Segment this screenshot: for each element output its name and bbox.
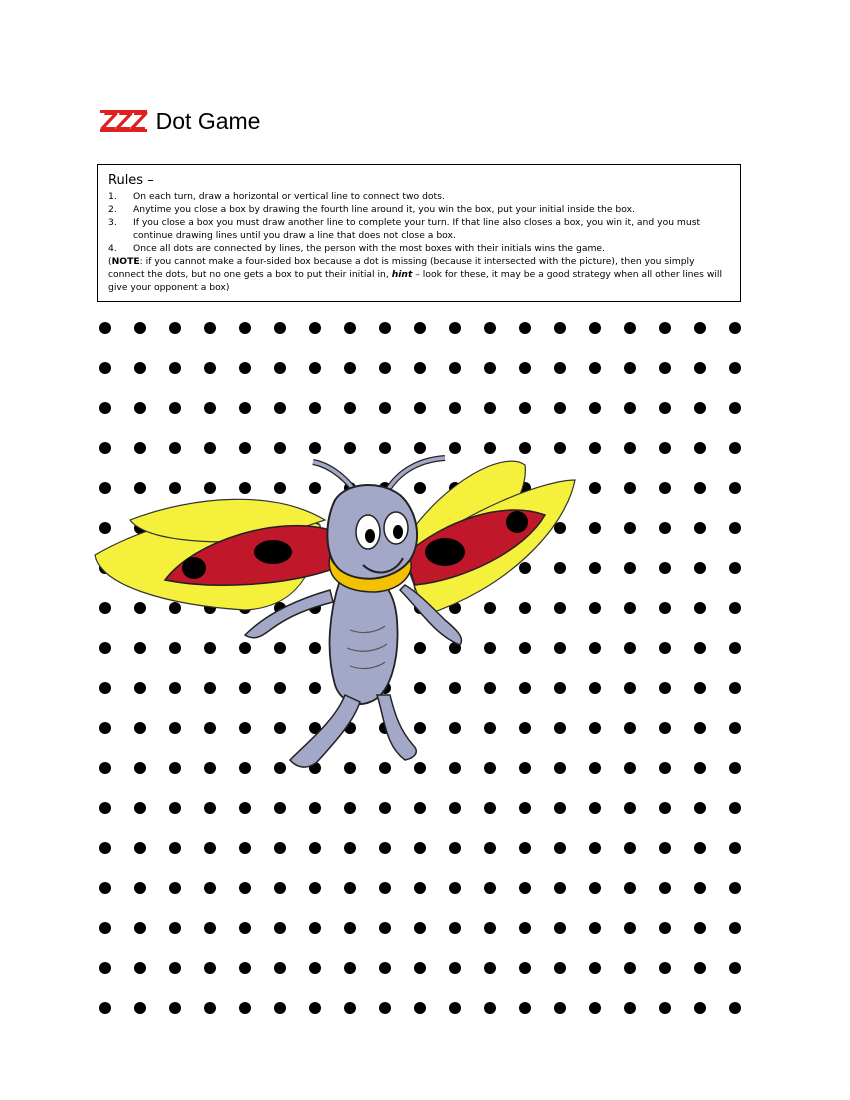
wing-spot	[425, 538, 465, 566]
grid-dot[interactable]	[309, 842, 321, 854]
grid-dot[interactable]	[344, 322, 356, 334]
grid-dot[interactable]	[519, 842, 531, 854]
grid-dot[interactable]	[379, 322, 391, 334]
grid-dot[interactable]	[239, 402, 251, 414]
grid-dot[interactable]	[239, 882, 251, 894]
grid-dot[interactable]	[624, 762, 636, 774]
grid-dot[interactable]	[239, 362, 251, 374]
grid-dot[interactable]	[99, 882, 111, 894]
grid-dot[interactable]	[729, 322, 741, 334]
grid-dot[interactable]	[204, 362, 216, 374]
grid-dot[interactable]	[484, 842, 496, 854]
grid-dot[interactable]	[554, 362, 566, 374]
grid-dot[interactable]	[169, 962, 181, 974]
grid-dot[interactable]	[659, 562, 671, 574]
page-title: Dot Game	[155, 107, 261, 134]
grid-dot[interactable]	[449, 1002, 461, 1014]
grid-dot[interactable]	[694, 682, 706, 694]
grid-dot[interactable]	[309, 322, 321, 334]
rules-note: (NOTE: if you cannot make a four-sided box because a dot is missing (because it intersected with the picture), then you simply connect the dots, but no one gets a box to put their initial in, hint – look for these, it may be a good strategy when all other lines will give your opponent a box)	[108, 256, 723, 293]
rule-text: Anytime you close a box by drawing the fourth line around it, you win the box, put your initial inside the box.	[133, 204, 635, 215]
grid-dot[interactable]	[204, 922, 216, 934]
grid-dot[interactable]	[309, 1002, 321, 1014]
grid-dot[interactable]	[169, 882, 181, 894]
grid-dot[interactable]	[729, 442, 741, 454]
grid-dot[interactable]	[239, 962, 251, 974]
grid-dot[interactable]	[414, 362, 426, 374]
grid-dot[interactable]	[589, 562, 601, 574]
grid-dot[interactable]	[344, 802, 356, 814]
grid-dot[interactable]	[729, 722, 741, 734]
grid-dot[interactable]	[694, 1002, 706, 1014]
grid-dot[interactable]	[449, 962, 461, 974]
grid-dot[interactable]	[519, 362, 531, 374]
grid-dot[interactable]	[729, 362, 741, 374]
grid-dot[interactable]	[519, 922, 531, 934]
grid-dot[interactable]	[589, 642, 601, 654]
grid-dot[interactable]	[659, 842, 671, 854]
grid-dot[interactable]	[659, 642, 671, 654]
grid-dot[interactable]	[729, 602, 741, 614]
grid-dot[interactable]	[659, 482, 671, 494]
wing-spot	[506, 511, 528, 533]
grid-dot[interactable]	[379, 842, 391, 854]
grid-dot[interactable]	[554, 922, 566, 934]
grid-dot[interactable]	[204, 882, 216, 894]
grid-dot[interactable]	[274, 362, 286, 374]
grid-dot[interactable]	[659, 442, 671, 454]
grid-dot[interactable]	[414, 842, 426, 854]
grid-dot[interactable]	[624, 482, 636, 494]
grid-dot[interactable]	[484, 882, 496, 894]
grid-dot[interactable]	[414, 322, 426, 334]
grid-dot[interactable]	[204, 962, 216, 974]
grid-dot[interactable]	[589, 602, 601, 614]
grid-dot[interactable]	[729, 802, 741, 814]
grid-dot[interactable]	[554, 322, 566, 334]
grid-dot[interactable]	[624, 602, 636, 614]
grid-dot[interactable]	[134, 1002, 146, 1014]
grid-dot[interactable]	[659, 522, 671, 534]
grid-dot[interactable]	[729, 562, 741, 574]
grid-dot[interactable]	[519, 882, 531, 894]
grid-dot[interactable]	[379, 962, 391, 974]
grid-dot[interactable]	[659, 682, 671, 694]
grid-dot[interactable]	[554, 882, 566, 894]
grid-dot[interactable]	[659, 802, 671, 814]
grid-dot[interactable]	[589, 802, 601, 814]
rule-text: If you close a box you must draw another line to complete your turn. If that line also closes a box, you win it, and you must continue drawing lines until you draw a line that does not close a box.	[133, 217, 701, 241]
antenna	[385, 458, 445, 495]
grid-dot[interactable]	[274, 1002, 286, 1014]
grid-dot[interactable]	[134, 402, 146, 414]
grid-dot[interactable]	[729, 762, 741, 774]
grid-dot[interactable]	[414, 962, 426, 974]
grid-dot[interactable]	[204, 402, 216, 414]
grid-dot[interactable]	[134, 802, 146, 814]
grid-dot[interactable]	[659, 362, 671, 374]
grid-dot[interactable]	[134, 842, 146, 854]
grid-dot[interactable]	[729, 1002, 741, 1014]
grid-dot[interactable]	[309, 802, 321, 814]
grid-dot[interactable]	[729, 402, 741, 414]
grid-dot[interactable]	[589, 402, 601, 414]
grid-dot[interactable]	[99, 802, 111, 814]
grid-dot[interactable]	[239, 802, 251, 814]
grid-dot[interactable]	[414, 922, 426, 934]
grid-dot[interactable]	[169, 362, 181, 374]
grid-dot[interactable]	[659, 322, 671, 334]
left-leg	[290, 695, 360, 767]
grid-dot[interactable]	[659, 602, 671, 614]
grid-dot[interactable]	[274, 962, 286, 974]
grid-dot[interactable]	[589, 842, 601, 854]
grid-dot[interactable]	[134, 962, 146, 974]
grid-dot[interactable]	[99, 922, 111, 934]
wing-spot	[182, 557, 206, 579]
grid-dot[interactable]	[519, 962, 531, 974]
grid-dot[interactable]	[309, 402, 321, 414]
grid-dot[interactable]	[554, 402, 566, 414]
grid-dot[interactable]	[379, 882, 391, 894]
grid-dot[interactable]	[554, 842, 566, 854]
grid-dot[interactable]	[729, 642, 741, 654]
grid-dot[interactable]	[274, 322, 286, 334]
grid-dot[interactable]	[379, 802, 391, 814]
grid-dot[interactable]	[659, 882, 671, 894]
grid-dot[interactable]	[729, 482, 741, 494]
grid-dot[interactable]	[624, 682, 636, 694]
grid-dot[interactable]	[729, 882, 741, 894]
grid-dot[interactable]	[589, 482, 601, 494]
grid-dot[interactable]	[729, 962, 741, 974]
grid-dot[interactable]	[694, 802, 706, 814]
grid-dot[interactable]	[659, 722, 671, 734]
grid-dot[interactable]	[624, 1002, 636, 1014]
grid-dot[interactable]	[344, 362, 356, 374]
grid-dot[interactable]	[134, 922, 146, 934]
grid-dot[interactable]	[379, 362, 391, 374]
grid-dot[interactable]	[519, 402, 531, 414]
grid-dot[interactable]	[274, 922, 286, 934]
grid-dot[interactable]	[554, 1002, 566, 1014]
grid-dot[interactable]	[589, 962, 601, 974]
rule-number: 3.	[108, 217, 117, 228]
zzz-logo-icon: ZZZ	[101, 106, 146, 136]
grid-dot[interactable]	[624, 322, 636, 334]
grid-dot[interactable]	[589, 322, 601, 334]
grid-dot[interactable]	[449, 362, 461, 374]
grid-dot[interactable]	[484, 802, 496, 814]
grid-dot[interactable]	[274, 402, 286, 414]
grid-dot[interactable]	[379, 922, 391, 934]
rules-heading: Rules –	[108, 173, 154, 188]
grid-dot[interactable]	[694, 562, 706, 574]
grid-dot[interactable]	[659, 1002, 671, 1014]
grid-dot[interactable]	[624, 522, 636, 534]
grid-dot[interactable]	[134, 322, 146, 334]
grid-dot[interactable]	[589, 722, 601, 734]
right-leg	[377, 695, 416, 760]
grid-dot[interactable]	[274, 802, 286, 814]
grid-dot[interactable]	[344, 882, 356, 894]
grid-dot[interactable]	[659, 922, 671, 934]
grid-dot[interactable]	[729, 522, 741, 534]
grid-dot[interactable]	[624, 562, 636, 574]
grid-dot[interactable]	[554, 802, 566, 814]
grid-dot[interactable]	[204, 1002, 216, 1014]
grid-dot[interactable]	[169, 922, 181, 934]
grid-dot[interactable]	[134, 882, 146, 894]
grid-dot[interactable]	[589, 922, 601, 934]
grid-dot[interactable]	[484, 962, 496, 974]
grid-dot[interactable]	[624, 882, 636, 894]
grid-dot[interactable]	[449, 882, 461, 894]
rule-text: On each turn, draw a horizontal or vertical line to connect two dots.	[133, 191, 445, 202]
grid-dot[interactable]	[694, 882, 706, 894]
grid-dot[interactable]	[589, 882, 601, 894]
grid-dot[interactable]	[239, 1002, 251, 1014]
grid-dot[interactable]	[99, 362, 111, 374]
grid-dot[interactable]	[694, 322, 706, 334]
grid-dot[interactable]	[169, 402, 181, 414]
wing-spot	[254, 540, 292, 564]
grid-dot[interactable]	[624, 362, 636, 374]
grid-dot[interactable]	[379, 1002, 391, 1014]
grid-dot[interactable]	[589, 762, 601, 774]
grid-dot[interactable]	[449, 922, 461, 934]
grid-dot[interactable]	[169, 322, 181, 334]
bug-body	[330, 575, 398, 704]
grid-dot[interactable]	[484, 1002, 496, 1014]
grid-dot[interactable]	[169, 842, 181, 854]
grid-dot[interactable]	[694, 402, 706, 414]
grid-dot[interactable]	[99, 402, 111, 414]
grid-dot[interactable]	[589, 682, 601, 694]
grid-dot[interactable]	[414, 1002, 426, 1014]
grid-dot[interactable]	[414, 882, 426, 894]
grid-dot[interactable]	[519, 322, 531, 334]
note-label: NOTE	[111, 256, 140, 267]
grid-dot[interactable]	[169, 1002, 181, 1014]
grid-dot[interactable]	[344, 842, 356, 854]
grid-dot[interactable]	[239, 842, 251, 854]
grid-dot[interactable]	[274, 882, 286, 894]
grid-dot[interactable]	[659, 762, 671, 774]
grid-dot[interactable]	[694, 722, 706, 734]
grid-dot[interactable]	[624, 802, 636, 814]
grid-dot[interactable]	[204, 322, 216, 334]
pupil	[393, 525, 403, 539]
grid-dot[interactable]	[484, 322, 496, 334]
grid-dot[interactable]	[239, 322, 251, 334]
grid-dot[interactable]	[449, 802, 461, 814]
grid-dot[interactable]	[589, 522, 601, 534]
pupil	[365, 529, 375, 543]
grid-dot[interactable]	[659, 962, 671, 974]
grid-dot[interactable]	[99, 962, 111, 974]
grid-dot[interactable]	[414, 402, 426, 414]
grid-dot[interactable]	[169, 802, 181, 814]
grid-dot[interactable]	[449, 402, 461, 414]
grid-dot[interactable]	[694, 442, 706, 454]
grid-dot[interactable]	[694, 962, 706, 974]
grid-dot[interactable]	[484, 922, 496, 934]
grid-dot[interactable]	[589, 362, 601, 374]
grid-dot[interactable]	[694, 642, 706, 654]
grid-dot[interactable]	[519, 1002, 531, 1014]
grid-dot[interactable]	[624, 922, 636, 934]
grid-dot[interactable]	[344, 1002, 356, 1014]
grid-dot[interactable]	[694, 762, 706, 774]
grid-dot[interactable]	[694, 842, 706, 854]
bug-icon	[85, 440, 585, 785]
grid-dot[interactable]	[484, 402, 496, 414]
grid-dot[interactable]	[694, 602, 706, 614]
grid-dot[interactable]	[449, 842, 461, 854]
grid-dot[interactable]	[484, 362, 496, 374]
grid-dot[interactable]	[729, 682, 741, 694]
grid-dot[interactable]	[519, 802, 531, 814]
grid-dot[interactable]	[414, 802, 426, 814]
grid-dot[interactable]	[309, 962, 321, 974]
grid-dot[interactable]	[99, 322, 111, 334]
grid-dot[interactable]	[624, 722, 636, 734]
grid-dot[interactable]	[624, 642, 636, 654]
grid-dot[interactable]	[134, 362, 146, 374]
grid-dot[interactable]	[99, 1002, 111, 1014]
grid-dot[interactable]	[204, 842, 216, 854]
grid-dot[interactable]	[239, 922, 251, 934]
rule-number: 1.	[108, 191, 117, 202]
grid-dot[interactable]	[694, 922, 706, 934]
grid-dot[interactable]	[309, 922, 321, 934]
grid-dot[interactable]	[274, 842, 286, 854]
rule-number: 2.	[108, 204, 117, 215]
grid-dot[interactable]	[624, 842, 636, 854]
grid-dot[interactable]	[659, 402, 671, 414]
grid-dot[interactable]	[729, 922, 741, 934]
hint-label: hint	[391, 269, 413, 280]
grid-dot[interactable]	[309, 882, 321, 894]
grid-dot[interactable]	[694, 522, 706, 534]
grid-dot[interactable]	[624, 442, 636, 454]
rule-text: Once all dots are connected by lines, the person with the most boxes with their initials wins the game.	[133, 243, 605, 254]
grid-dot[interactable]	[344, 402, 356, 414]
grid-dot[interactable]	[624, 402, 636, 414]
grid-dot[interactable]	[694, 362, 706, 374]
grid-dot[interactable]	[344, 962, 356, 974]
grid-dot[interactable]	[624, 962, 636, 974]
grid-dot[interactable]	[449, 322, 461, 334]
grid-dot[interactable]	[344, 922, 356, 934]
grid-dot[interactable]	[694, 482, 706, 494]
grid-dot[interactable]	[589, 1002, 601, 1014]
grid-dot[interactable]	[554, 962, 566, 974]
grid-dot[interactable]	[379, 402, 391, 414]
rule-number: 4.	[108, 243, 117, 254]
grid-dot[interactable]	[99, 842, 111, 854]
grid-dot[interactable]	[729, 842, 741, 854]
grid-dot[interactable]	[589, 442, 601, 454]
grid-dot[interactable]	[204, 802, 216, 814]
grid-dot[interactable]	[309, 362, 321, 374]
